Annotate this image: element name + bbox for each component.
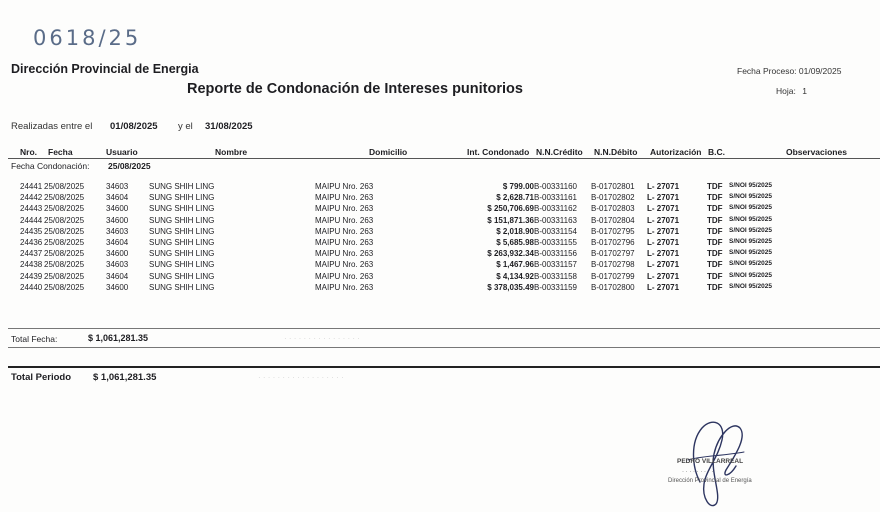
cell-observaciones: S/NOI 95/2025	[729, 282, 772, 290]
cell-nombre: SUNG SHIH LING	[149, 260, 215, 270]
cell-fecha: 25/08/2025	[44, 271, 85, 281]
page-label: Hoja:	[776, 86, 796, 96]
col-usuario: Usuario	[106, 147, 138, 157]
show-through-text: · · · · · · · · · · · · · · · ·	[284, 334, 360, 343]
cell-bc: TDF	[707, 237, 723, 247]
cell-domicilio: MAIPU Nro. 263	[315, 249, 374, 259]
col-nro: Nro.	[20, 147, 37, 157]
col-int-condonado: Int. Condonado	[467, 147, 530, 157]
col-autorizacion: Autorización	[650, 147, 702, 157]
cell-nn-debito: B-01702801	[591, 182, 635, 191]
cell-nn-credito: B-00331163	[534, 215, 577, 225]
cell-nombre: SUNG SHIH LING	[149, 182, 215, 191]
table-row	[0, 272, 880, 283]
cell-fecha: 25/08/2025	[44, 226, 85, 236]
cell-usuario: 34600	[106, 249, 129, 259]
header-divider	[8, 158, 880, 159]
cell-bc: TDF	[707, 182, 723, 191]
cell-usuario: 34603	[106, 182, 129, 191]
table-row	[0, 249, 880, 260]
cell-nombre: SUNG SHIH LING	[149, 282, 215, 292]
cell-nn-credito: B-00331159	[534, 282, 577, 292]
cell-int-condonado: $ 151,871.36	[487, 215, 534, 225]
cell-nn-credito: B-00331158	[534, 271, 577, 281]
cell-nn-debito: B-01702799	[591, 271, 635, 281]
cell-usuario: 34604	[106, 193, 129, 203]
cell-autorizacion: L- 27071	[647, 204, 680, 214]
col-bc: B.C.	[708, 147, 725, 157]
cell-nn-debito: B-01702802	[591, 193, 635, 203]
group-date: 25/08/2025	[108, 161, 151, 171]
organization-name: Dirección Provincial de Energia	[11, 62, 199, 76]
cell-fecha: 25/08/2025	[44, 204, 85, 214]
col-nombre: Nombre	[215, 147, 248, 157]
cell-domicilio: MAIPU Nro. 263	[315, 204, 374, 214]
cell-nombre: SUNG SHIH LING	[149, 215, 215, 225]
cell-fecha: 25/08/2025	[44, 193, 85, 203]
signatory-organization: Dirección Provincial de Energía	[668, 478, 752, 484]
show-through-text: · · · · · · · · · · · · · · · · · ·	[258, 373, 344, 382]
cell-int-condonado: $ 250,706.69	[487, 204, 534, 214]
cell-domicilio: MAIPU Nro. 263	[315, 260, 374, 270]
cell-fecha: 25/08/2025	[44, 182, 85, 191]
cell-autorizacion: L- 27071	[647, 182, 680, 191]
group-label: Fecha Condonación:	[11, 161, 90, 171]
cell-nn-debito: B-01702795	[591, 226, 635, 236]
cell-bc: TDF	[707, 193, 723, 203]
cell-int-condonado: $ 263,932.34	[487, 249, 534, 259]
cell-nro: 24436	[20, 237, 43, 247]
cell-fecha: 25/08/2025	[44, 249, 85, 259]
cell-observaciones: S/NOI 95/2025	[729, 204, 772, 212]
signatory-name: PEDRO VILLARREAL	[677, 458, 744, 465]
cell-nombre: SUNG SHIH LING	[149, 237, 215, 247]
cell-nro: 24438	[20, 260, 43, 270]
cell-fecha: 25/08/2025	[44, 282, 85, 292]
cell-domicilio: MAIPU Nro. 263	[315, 271, 374, 281]
col-domicilio: Domicilio	[369, 147, 408, 157]
cell-usuario: 34600	[106, 282, 129, 292]
range-label: Realizadas entre el	[11, 121, 93, 132]
cell-domicilio: MAIPU Nro. 263	[315, 237, 374, 247]
process-date	[737, 66, 841, 76]
cell-nombre: SUNG SHIH LING	[149, 204, 215, 214]
cell-nro: 24435	[20, 226, 43, 236]
cell-int-condonado: $ 2,018.90	[496, 226, 534, 236]
cell-nn-debito: B-01702798	[591, 260, 635, 270]
range-from: 01/08/2025	[110, 121, 158, 132]
range-connector: y el	[178, 121, 193, 132]
cell-nn-credito: B-00331162	[534, 204, 577, 214]
cell-int-condonado: $ 378,035.49	[487, 282, 534, 292]
cell-observaciones: S/NOI 95/2025	[729, 226, 772, 234]
cell-nn-debito: B-01702796	[591, 237, 635, 247]
cell-nro: 24443	[20, 204, 43, 214]
cell-nombre: SUNG SHIH LING	[149, 226, 215, 236]
cell-usuario: 34603	[106, 226, 129, 236]
table-row	[0, 216, 880, 227]
cell-usuario: 34603	[106, 260, 129, 270]
total-periodo-value: $ 1,061,281.35	[93, 372, 157, 383]
signatory-stamp-line: · · · · · · · · ·	[682, 469, 714, 475]
col-fecha: Fecha	[48, 147, 73, 157]
cell-bc: TDF	[707, 249, 723, 259]
table-row	[0, 260, 880, 271]
col-observaciones: Observaciones	[786, 147, 847, 157]
cell-int-condonado: $ 799.00	[502, 182, 534, 191]
cell-usuario: 34604	[106, 271, 129, 281]
cell-domicilio: MAIPU Nro. 263	[315, 193, 374, 203]
cell-bc: TDF	[707, 226, 723, 236]
cell-fecha: 25/08/2025	[44, 215, 85, 225]
cell-nro: 24444	[20, 215, 43, 225]
cell-int-condonado: $ 5,685.98	[496, 237, 534, 247]
col-nn-debito: N.N.Débito	[594, 147, 638, 157]
table-row	[0, 193, 880, 204]
cell-nro: 24441	[20, 182, 43, 191]
cell-nn-debito: B-01702800	[591, 282, 635, 292]
cell-nn-credito: B-00331154	[534, 226, 577, 236]
cell-usuario: 34600	[106, 215, 129, 225]
cell-observaciones: S/NOI 95/2025	[729, 237, 772, 245]
cell-nn-debito: B-01702804	[591, 215, 635, 225]
table-row	[0, 204, 880, 215]
cell-bc: TDF	[707, 271, 723, 281]
cell-int-condonado: $ 2,628.71	[496, 193, 534, 203]
col-nn-credito: N.N.Crédito	[536, 147, 583, 157]
cell-nombre: SUNG SHIH LING	[149, 271, 215, 281]
cell-bc: TDF	[707, 260, 723, 270]
cell-autorizacion: L- 27071	[647, 249, 680, 259]
cell-observaciones: S/NOI 95/2025	[729, 193, 772, 201]
cell-domicilio: MAIPU Nro. 263	[315, 226, 374, 236]
cell-nombre: SUNG SHIH LING	[149, 249, 215, 259]
cell-int-condonado: $ 4,134.92	[496, 271, 534, 281]
cell-fecha: 25/08/2025	[44, 260, 85, 270]
cell-usuario: 34600	[106, 204, 129, 214]
cell-domicilio: MAIPU Nro. 263	[315, 282, 374, 292]
range-to: 31/08/2025	[205, 121, 253, 132]
table-row	[0, 182, 880, 193]
cell-observaciones: S/NOI 95/2025	[729, 260, 772, 268]
cell-nro: 24439	[20, 271, 43, 281]
group-divider	[8, 347, 880, 348]
total-fecha-label: Total Fecha:	[11, 334, 58, 344]
cell-usuario: 34604	[106, 237, 129, 247]
table-row	[0, 238, 880, 249]
cell-nn-credito: B-00331161	[534, 193, 577, 203]
cell-bc: TDF	[707, 282, 723, 292]
cell-nn-credito: B-00331155	[534, 237, 577, 247]
process-date-label: Fecha Proceso:	[737, 66, 797, 76]
cell-autorizacion: L- 27071	[647, 271, 680, 281]
cell-int-condonado: $ 1,467.96	[496, 260, 534, 270]
page-number: 1	[802, 86, 807, 96]
cell-domicilio: MAIPU Nro. 263	[315, 182, 374, 191]
cell-fecha: 25/08/2025	[44, 237, 85, 247]
cell-observaciones: S/NOI 95/2025	[729, 215, 772, 223]
total-periodo-divider	[8, 366, 880, 368]
cell-nn-debito: B-01702797	[591, 249, 635, 259]
total-periodo-label: Total Periodo	[11, 372, 71, 383]
process-date-value: 01/09/2025	[798, 66, 842, 76]
table-body	[0, 182, 880, 294]
total-fecha-divider	[8, 328, 880, 329]
table-row	[0, 227, 880, 238]
report-title: Reporte de Condonación de Intereses punitorios	[187, 81, 523, 97]
cell-nn-debito: B-01702803	[591, 204, 635, 214]
cell-autorizacion: L- 27071	[647, 260, 680, 270]
cell-observaciones: S/NOI 95/2025	[729, 249, 772, 257]
cell-autorizacion: L- 27071	[647, 282, 680, 292]
page-indicator	[776, 86, 807, 96]
handwritten-document-number: 0618/25	[33, 26, 142, 50]
cell-nro: 24442	[20, 193, 43, 203]
cell-observaciones: S/NOI 95/2025	[729, 182, 772, 189]
cell-nro: 24440	[20, 282, 43, 292]
cell-nombre: SUNG SHIH LING	[149, 193, 215, 203]
total-fecha-value: $ 1,061,281.35	[88, 333, 149, 343]
cell-bc: TDF	[707, 215, 723, 225]
cell-domicilio: MAIPU Nro. 263	[315, 215, 374, 225]
cell-nn-credito: B-00331160	[534, 182, 577, 191]
cell-autorizacion: L- 27071	[647, 193, 680, 203]
cell-observaciones: S/NOI 95/2025	[729, 271, 772, 279]
cell-nn-credito: B-00331156	[534, 249, 577, 259]
cell-autorizacion: L- 27071	[647, 237, 680, 247]
cell-bc: TDF	[707, 204, 723, 214]
cell-nn-credito: B-00331157	[534, 260, 577, 270]
cell-nro: 24437	[20, 249, 43, 259]
cell-autorizacion: L- 27071	[647, 215, 680, 225]
table-row	[0, 283, 880, 294]
cell-autorizacion: L- 27071	[647, 226, 680, 236]
